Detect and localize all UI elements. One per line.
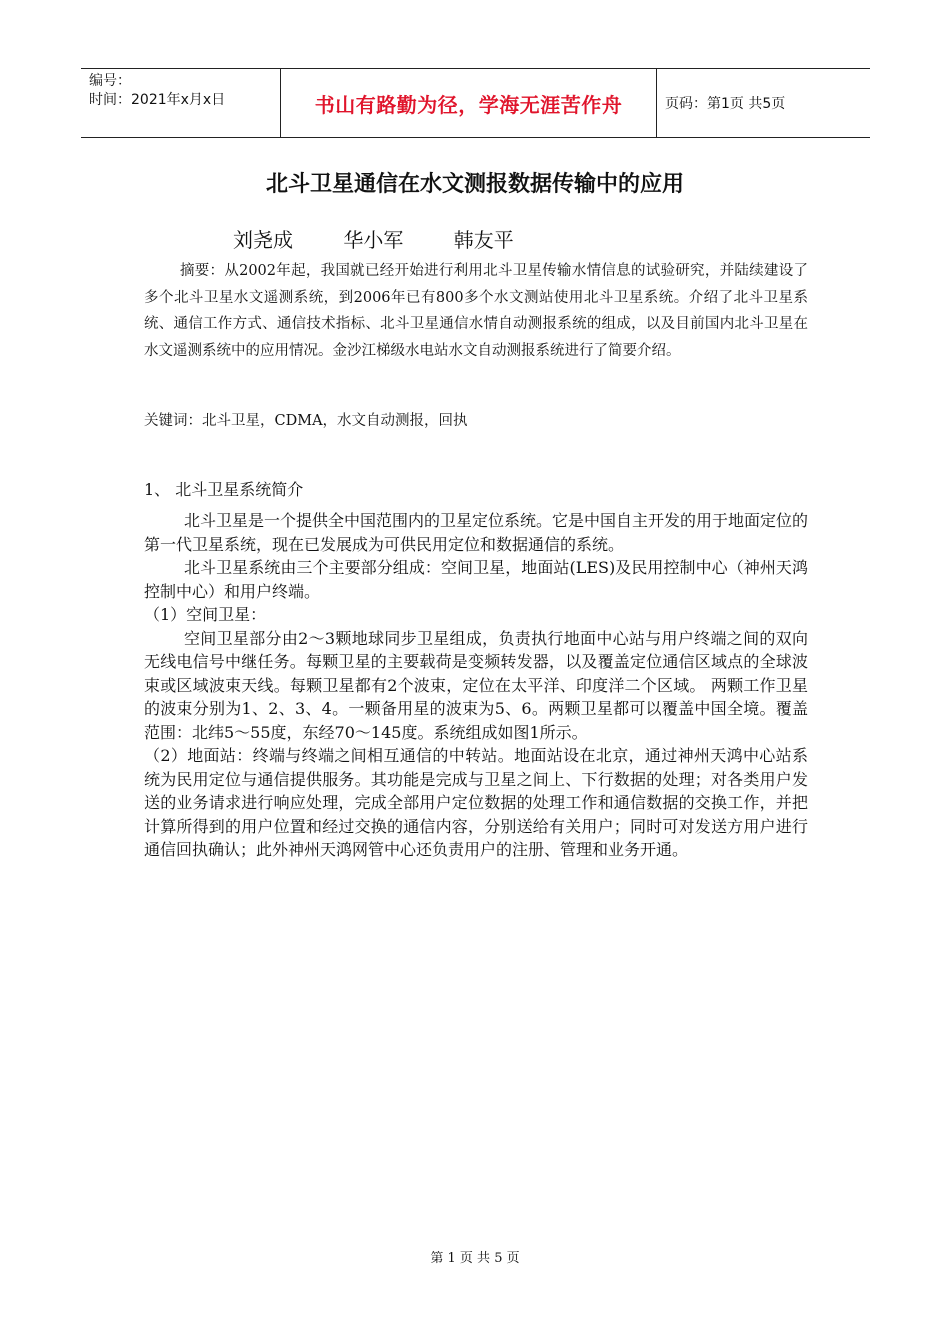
- page-footer: 第 1 页 共 5 页: [430, 1251, 520, 1266]
- header-meta: [81, 69, 281, 137]
- document-title: 北斗卫星通信在水文测报数据传输中的应用: [265, 172, 684, 197]
- section-heading: 1、 北斗卫星系统简介: [144, 480, 304, 499]
- paragraph: （2）地面站：终端与终端之间相互通信的中转站。地面站设在北京，通过神州天鸿中心站系统为民用定位与通信提供服务。其功能是完成与卫星之间上、下行数据的处理；对各类用户发送的业务请求进行响应处理，完成全部用户定位数据的处理工作和通信数据的交换工作，并把计算所得到的用户位置和经过交换的通信内容，分别送给有关用户；同时可对发送方用户进行通信回执确认；此外神州天鸿网管中心还负责用户的注册、管理和业务开通。: [144, 746, 808, 859]
- page-header: [81, 68, 870, 138]
- number-label: 编号：: [89, 73, 131, 89]
- subheading: （1）空间卫星：: [144, 605, 267, 624]
- header-motto: 书山有路勤为径，学海无涯苦作舟: [281, 69, 657, 137]
- paragraph: 北斗卫星是一个提供全中国范围内的卫星定位系统。它是中国自主开发的用于地面定位的第一代卫星系统，现在已发展成为可供民用定位和数据通信的系统。: [144, 511, 809, 554]
- header-page-info: 页码：第1页 共5页: [665, 96, 786, 112]
- abstract: 摘要：从2002年起，我国就已经开始进行利用北斗卫星传输水情信息的试验研究，并陆续建设了多个北斗卫星水文遥测系统，到2006年已有800多个水文测站使用北斗卫星系统。介绍了北斗卫星系统、通信工作方式、通信技术指标、北斗卫星通信水情自动测报系统的组成，以及目前国内北斗卫星在水文遥测系统中的应用情况。金沙江梯级水电站水文自动测报系统进行了简要介绍。: [144, 263, 808, 359]
- paragraph: 空间卫星部分由2～3颗地球同步卫星组成，负责执行地面中心站与用户终端之间的双向无线电信号中继任务。每颗卫星的主要载荷是变频转发器，以及覆盖定位通信区域点的全球波束或区域波束天线。每颗卫星都有2个波束，定位在太平洋、印度洋二个区域。 两颗工作卫星的波束分别为1、2、3、4。一颗备用星的波束为5、6。两颗卫星都可以覆盖中国全境。覆盖范围：北纬5～55度，东经70～145度。系统组成如图1所示。: [144, 628, 808, 742]
- author-name: 刘尧成: [233, 228, 293, 252]
- author-name: 韩友平: [453, 228, 514, 252]
- author-name: 华小军: [343, 228, 404, 252]
- paragraph: 北斗卫星系统由三个主要部分组成：空间卫星，地面站(LES)及民用控制中心（神州天鸿控制中心）和用户终端。: [144, 558, 808, 601]
- body-text: [144, 509, 808, 862]
- author-list: [233, 224, 558, 253]
- keywords: 关键词：北斗卫星，CDMA，水文自动测报，回执: [144, 413, 468, 429]
- date-label: 时间：2021年x月x日: [89, 92, 226, 108]
